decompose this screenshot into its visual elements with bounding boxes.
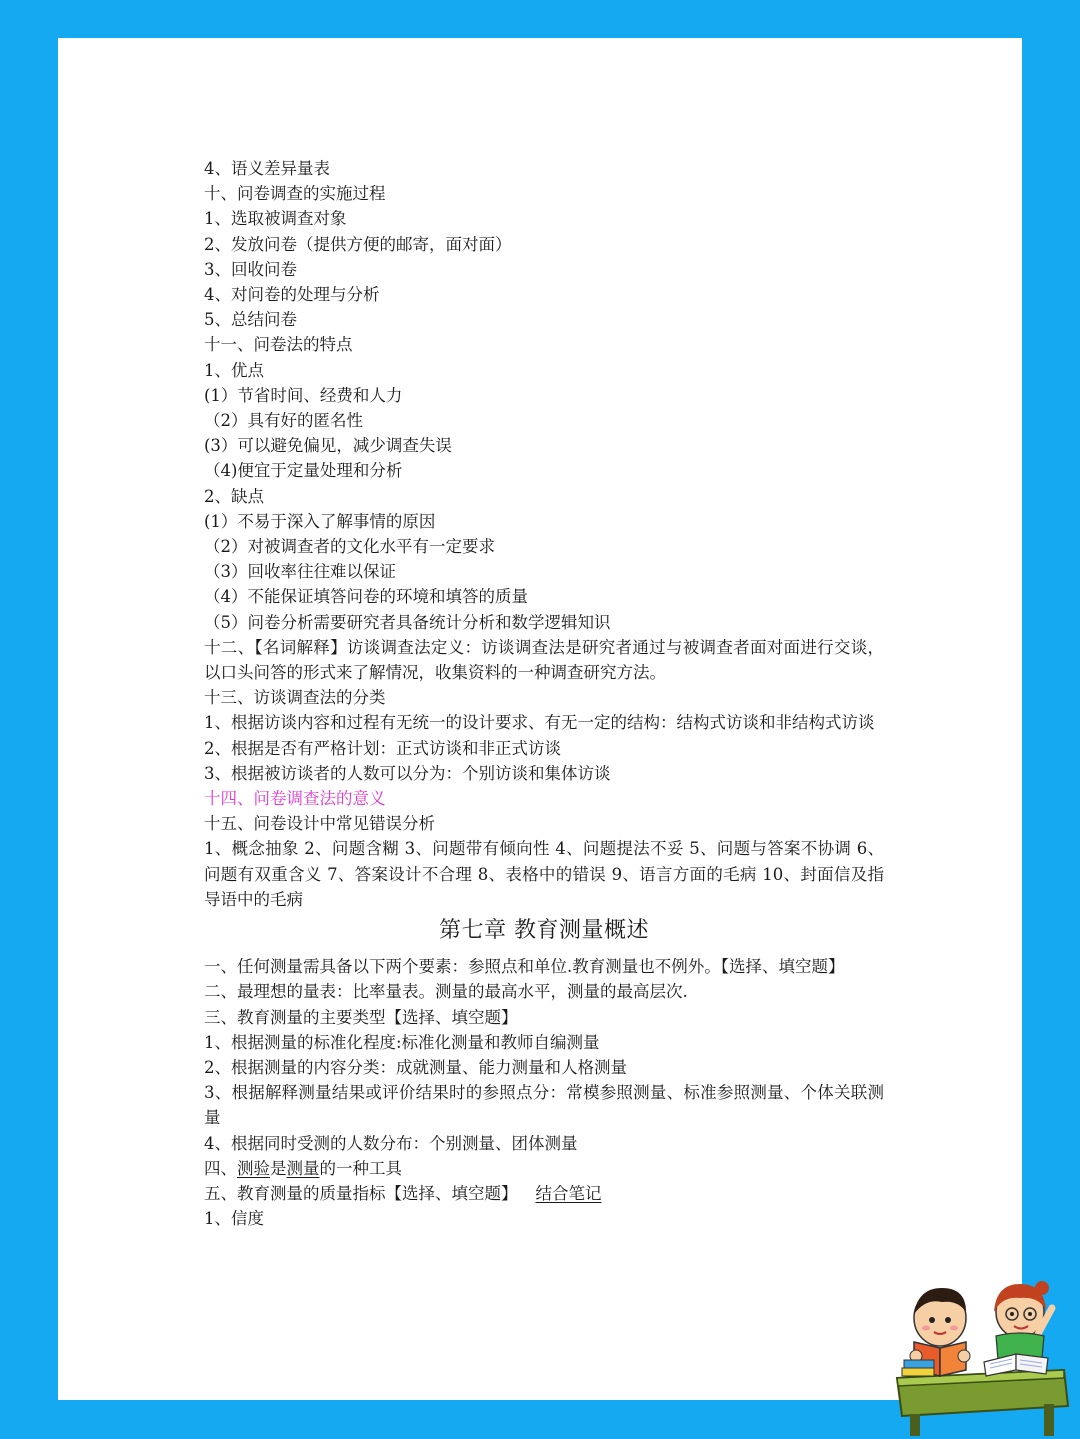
text-line: 4、根据同时受测的人数分布：个别测量、团体测量 bbox=[204, 1133, 578, 1153]
text-line: （4)便宜于定量处理和分析 bbox=[204, 461, 403, 481]
text-line: 二、最理想的量表：比率量表。测量的最高水平，测量的最高层次. bbox=[204, 982, 688, 1002]
text-line: （2）具有好的匿名性 bbox=[204, 411, 363, 431]
text-line: （2）对被调查者的文化水平有一定要求 bbox=[204, 537, 495, 557]
text-segment: 是 bbox=[270, 1158, 287, 1178]
reading-kids-illustration-icon bbox=[892, 1278, 1072, 1438]
text-line: (3）可以避免偏见，减少调查失误 bbox=[204, 436, 452, 456]
section-heading-with-note bbox=[204, 1181, 884, 1206]
text-paragraph: 1、根据访谈内容和过程有无统一的设计要求、有无一定的结构：结构式访谈和非结构式访谈 bbox=[204, 713, 875, 733]
text-line-with-underlines bbox=[204, 1156, 884, 1181]
chapter-title: 第七章 教育测量概述 bbox=[439, 918, 649, 944]
text-line: 2、根据是否有严格计划：正式访谈和非正式访谈 bbox=[204, 738, 561, 758]
text-segment: 四、 bbox=[204, 1158, 237, 1178]
text-line: (1）不易于深入了解事情的原因 bbox=[204, 511, 436, 531]
paper-sheet bbox=[58, 38, 1022, 1400]
section-heading: 十五、问卷设计中常见错误分析 bbox=[204, 814, 435, 834]
section-heading: 三、教育测量的主要类型【选择、填空题】 bbox=[204, 1007, 518, 1027]
text-line: 1、优点 bbox=[204, 360, 264, 380]
text-line: （5）问卷分析需要研究者具备统计分析和数学逻辑知识 bbox=[204, 612, 611, 632]
document-body bbox=[204, 156, 884, 1231]
section-heading: 十、问卷调查的实施过程 bbox=[204, 184, 386, 204]
text-line: 1、信度 bbox=[204, 1209, 264, 1229]
text-line: （3）回收率往往难以保证 bbox=[204, 562, 396, 582]
text-line: 1、选取被调查对象 bbox=[204, 209, 347, 229]
note-reference: 结合笔记 bbox=[535, 1183, 602, 1203]
text-line: (1）节省时间、经费和人力 bbox=[204, 385, 403, 405]
text-paragraph: 1、概念抽象 2、问题含糊 3、问题带有倾向性 4、问题提法不妥 5、问题与答案不协调 6、问题有双重含义 7、答案设计不合理 8、表格中的错误 9、语言方面的毛病 10、封面信及指导语中的毛病 bbox=[204, 839, 884, 909]
text-line: 2、缺点 bbox=[204, 486, 264, 506]
text-line: 一、任何测量需具备以下两个要素：参照点和单位.教育测量也不例外。【选择、填空题】 bbox=[204, 957, 845, 977]
text-line: 3、根据被访谈者的人数可以分为：个别访谈和集体访谈 bbox=[204, 763, 611, 783]
highlighted-heading: 十四、问卷调查法的意义 bbox=[204, 789, 386, 809]
text-line: 4、对问卷的处理与分析 bbox=[204, 285, 380, 305]
section-heading: 五、教育测量的质量指标【选择、填空题】 bbox=[204, 1183, 518, 1203]
text-line: 5、总结问卷 bbox=[204, 310, 297, 330]
text-line: 2、发放问卷（提供方便的邮寄，面对面） bbox=[204, 234, 512, 254]
section-heading: 十一、问卷法的特点 bbox=[204, 335, 353, 355]
text-line: 2、根据测量的内容分类：成就测量、能力测量和人格测量 bbox=[204, 1057, 627, 1077]
underlined-term: 测验 bbox=[237, 1158, 270, 1178]
text-paragraph: 3、根据解释测量结果或评价结果时的参照点分：常模参照测量、标准参照测量、个体关联测量 bbox=[204, 1083, 884, 1128]
text-line: 1、根据测量的标准化程度:标准化测量和教师自编测量 bbox=[204, 1032, 600, 1052]
underlined-term: 测量 bbox=[286, 1158, 320, 1178]
text-line: 3、回收问卷 bbox=[204, 259, 297, 279]
text-line: （4）不能保证填答问卷的环境和填答的质量 bbox=[204, 587, 528, 607]
text-line: 4、语义差异量表 bbox=[204, 159, 330, 178]
section-heading: 十三、访谈调查法的分类 bbox=[204, 688, 386, 708]
text-segment: 的一种工具 bbox=[319, 1158, 402, 1178]
definition-paragraph: 十二、【名词解释】访谈调查法定义：访谈调查法是研究者通过与被调查者面对面进行交谈，以口头问答的形式来了解情况，收集资料的一种调查研究方法。 bbox=[204, 637, 884, 683]
